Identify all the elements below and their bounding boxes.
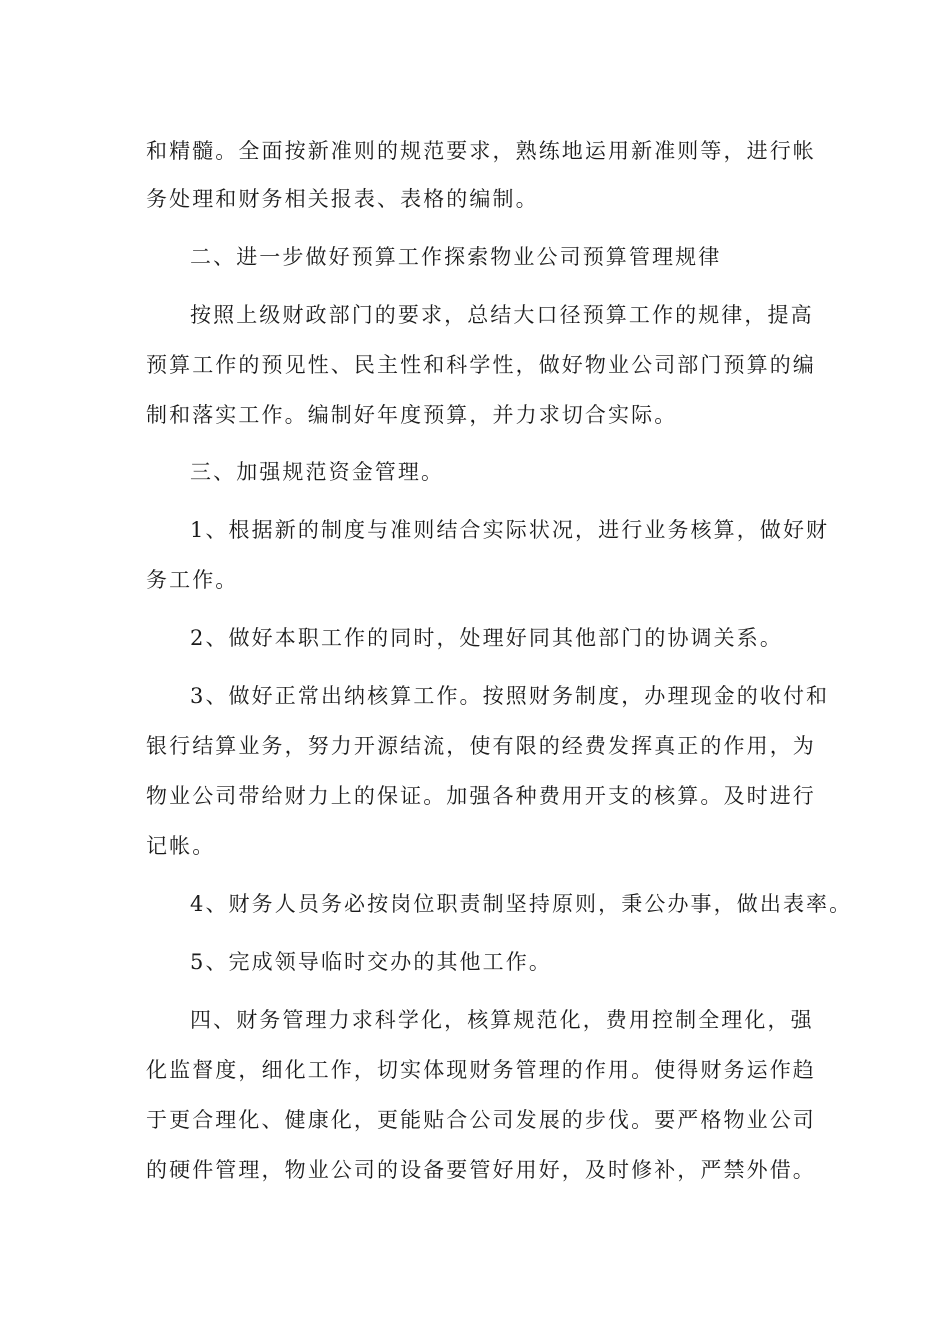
list-item-line: 记帐。 xyxy=(146,834,216,858)
list-item-line: 物业公司带给财力上的保证。加强各种费用开支的核算。及时进行 xyxy=(146,784,816,808)
list-item-line: 5、完成领导临时交办的其他工作。 xyxy=(190,950,552,974)
paragraph-line: 的硬件管理，物业公司的设备要管好用好，及时修补，严禁外借。 xyxy=(146,1158,816,1182)
list-item-line: 3、做好正常出纳核算工作。按照财务制度，办理现金的收付和 xyxy=(190,684,830,708)
paragraph-line: 按照上级财政部门的要求，总结大口径预算工作的规律，提高 xyxy=(190,303,814,327)
list-item-line: 2、做好本职工作的同时，处理好同其他部门的协调关系。 xyxy=(190,626,783,650)
paragraph-line: 务处理和财务相关报表、表格的编制。 xyxy=(146,187,539,211)
paragraph-line: 于更合理化、健康化，更能贴合公司发展的步伐。要严格物业公司 xyxy=(146,1108,816,1132)
list-item-line: 务工作。 xyxy=(146,568,239,592)
section-heading: 四、财务管理力求科学化，核算规范化，费用控制全理化，强 xyxy=(190,1008,814,1032)
section-heading: 二、进一步做好预算工作探索物业公司预算管理规律 xyxy=(190,245,722,269)
section-heading: 三、加强规范资金管理。 xyxy=(190,460,445,484)
list-item-line: 银行结算业务，努力开源结流，使有限的经费发挥真正的作用，为 xyxy=(146,734,816,758)
paragraph-line: 预算工作的预见性、民主性和科学性，做好物业公司部门预算的编 xyxy=(146,353,816,377)
paragraph-line: 和精髓。全面按新准则的规范要求，熟练地运用新准则等，进行帐 xyxy=(146,139,816,163)
paragraph-line: 化监督度，细化工作，切实体现财务管理的作用。使得财务运作趋 xyxy=(146,1058,816,1082)
list-item-line: 1、根据新的制度与准则结合实际状况，进行业务核算，做好财 xyxy=(190,518,830,542)
paragraph-line: 制和落实工作。编制好年度预算，并力求切合实际。 xyxy=(146,403,678,427)
list-item-line: 4、财务人员务必按岗位职责制坚持原则，秉公办事，做出表率。 xyxy=(190,892,853,916)
